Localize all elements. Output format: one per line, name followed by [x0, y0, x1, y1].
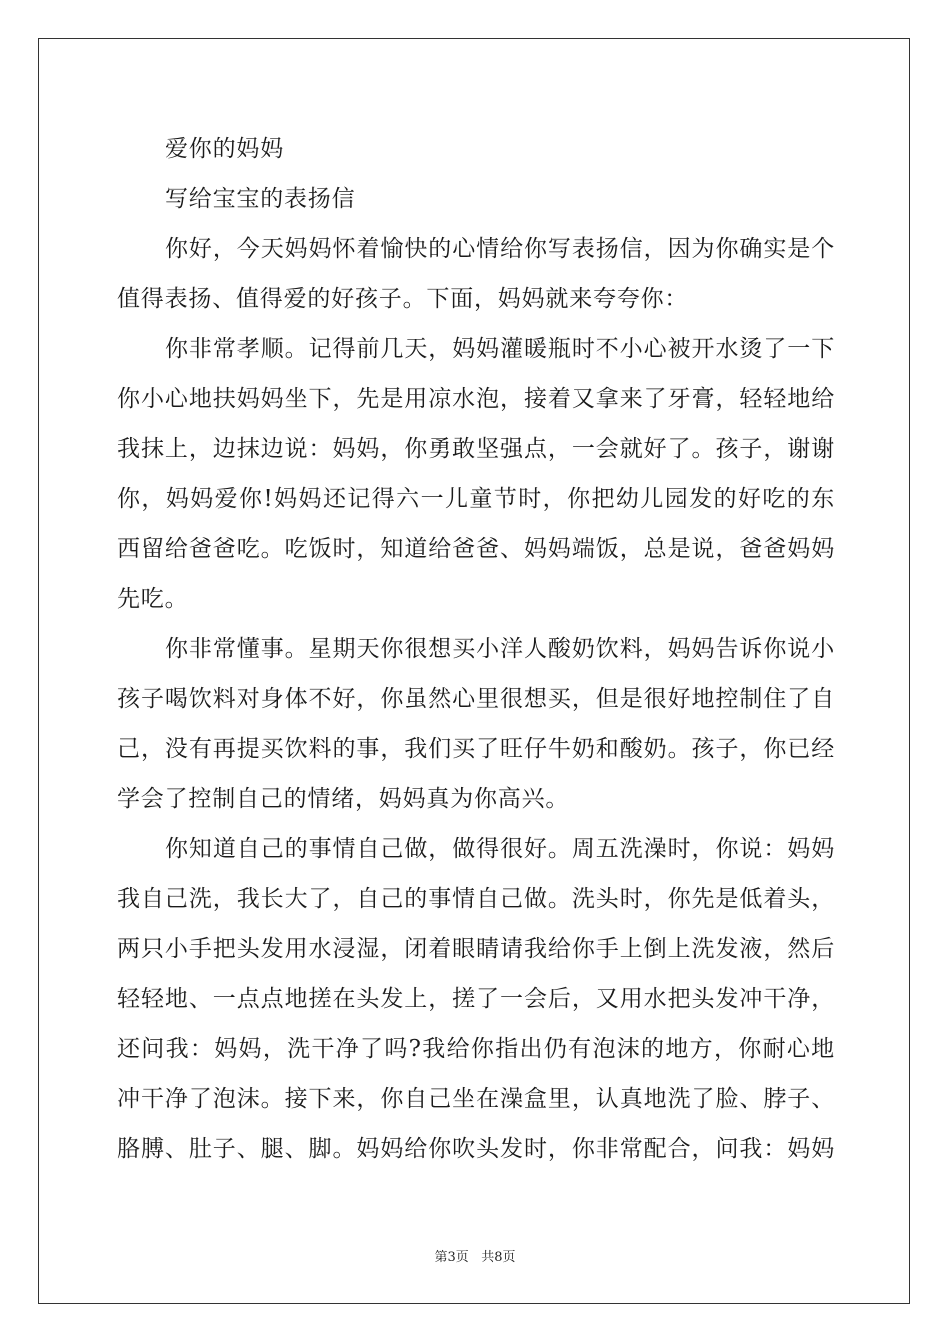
text-line: 先吃。	[117, 586, 189, 612]
text-line: 孩子喝饮料对身体不好，你虽然心里很想买，但是很好地控制住了自	[117, 686, 835, 712]
text-line: 两只小手把头发用水浸湿，闭着眼睛请我给你手上倒上洗发液，然后	[117, 936, 835, 962]
text-line: 还问我：妈妈，洗干净了吗?我给你指出仍有泡沫的地方，你耐心地	[117, 1036, 835, 1062]
text-line: 西留给爸爸吃。吃饭时，知道给爸爸、妈妈端饭，总是说，爸爸妈妈	[117, 536, 835, 562]
text-line: 学会了控制自己的情绪，妈妈真为你高兴。	[117, 786, 570, 812]
page-footer	[0, 1246, 950, 1265]
text-line: 你知道自己的事情自己做，做得很好。周五洗澡时，你说：妈妈	[165, 836, 835, 862]
text-line: 胳膊、肚子、腿、脚。妈妈给你吹头发时，你非常配合，问我：妈妈	[117, 1136, 835, 1162]
page-total: 共8页	[481, 1250, 516, 1265]
text-line: 冲干净了泡沫。接下来，你自己坐在澡盒里，认真地洗了脸、脖子、	[117, 1086, 835, 1112]
text-line: 我抹上，边抹边说：妈妈，你勇敢坚强点，一会就好了。孩子，谢谢	[117, 436, 835, 462]
text-line: 己，没有再提买饮料的事，我们买了旺仔牛奶和酸奶。孩子，你已经	[117, 736, 835, 762]
text-line: 你，妈妈爱你!妈妈还记得六一儿童节时，你把幼儿园发的好吃的东	[117, 486, 835, 512]
text-line: 你非常孝顺。记得前几天，妈妈灌暖瓶时不小心被开水烫了一下	[165, 336, 835, 362]
text-line: 我自己洗，我长大了，自己的事情自己做。洗头时，你先是低着头，	[117, 886, 835, 912]
text-line: 你非常懂事。星期天你很想买小洋人酸奶饮料，妈妈告诉你说小	[165, 636, 835, 662]
text-line: 轻轻地、一点点地搓在头发上，搓了一会后，又用水把头发冲干净，	[117, 986, 835, 1012]
page-number: 第3页	[434, 1250, 469, 1265]
text-line: 你好，今天妈妈怀着愉快的心情给你写表扬信，因为你确实是个	[165, 236, 835, 262]
text-line: 写给宝宝的表扬信	[165, 186, 356, 212]
text-line: 爱你的妈妈	[165, 136, 284, 162]
text-line: 你小心地扶妈妈坐下，先是用凉水泡，接着又拿来了牙膏，轻轻地给	[117, 386, 835, 412]
text-line: 值得表扬、值得爱的好孩子。下面，妈妈就来夸夸你：	[117, 286, 689, 312]
